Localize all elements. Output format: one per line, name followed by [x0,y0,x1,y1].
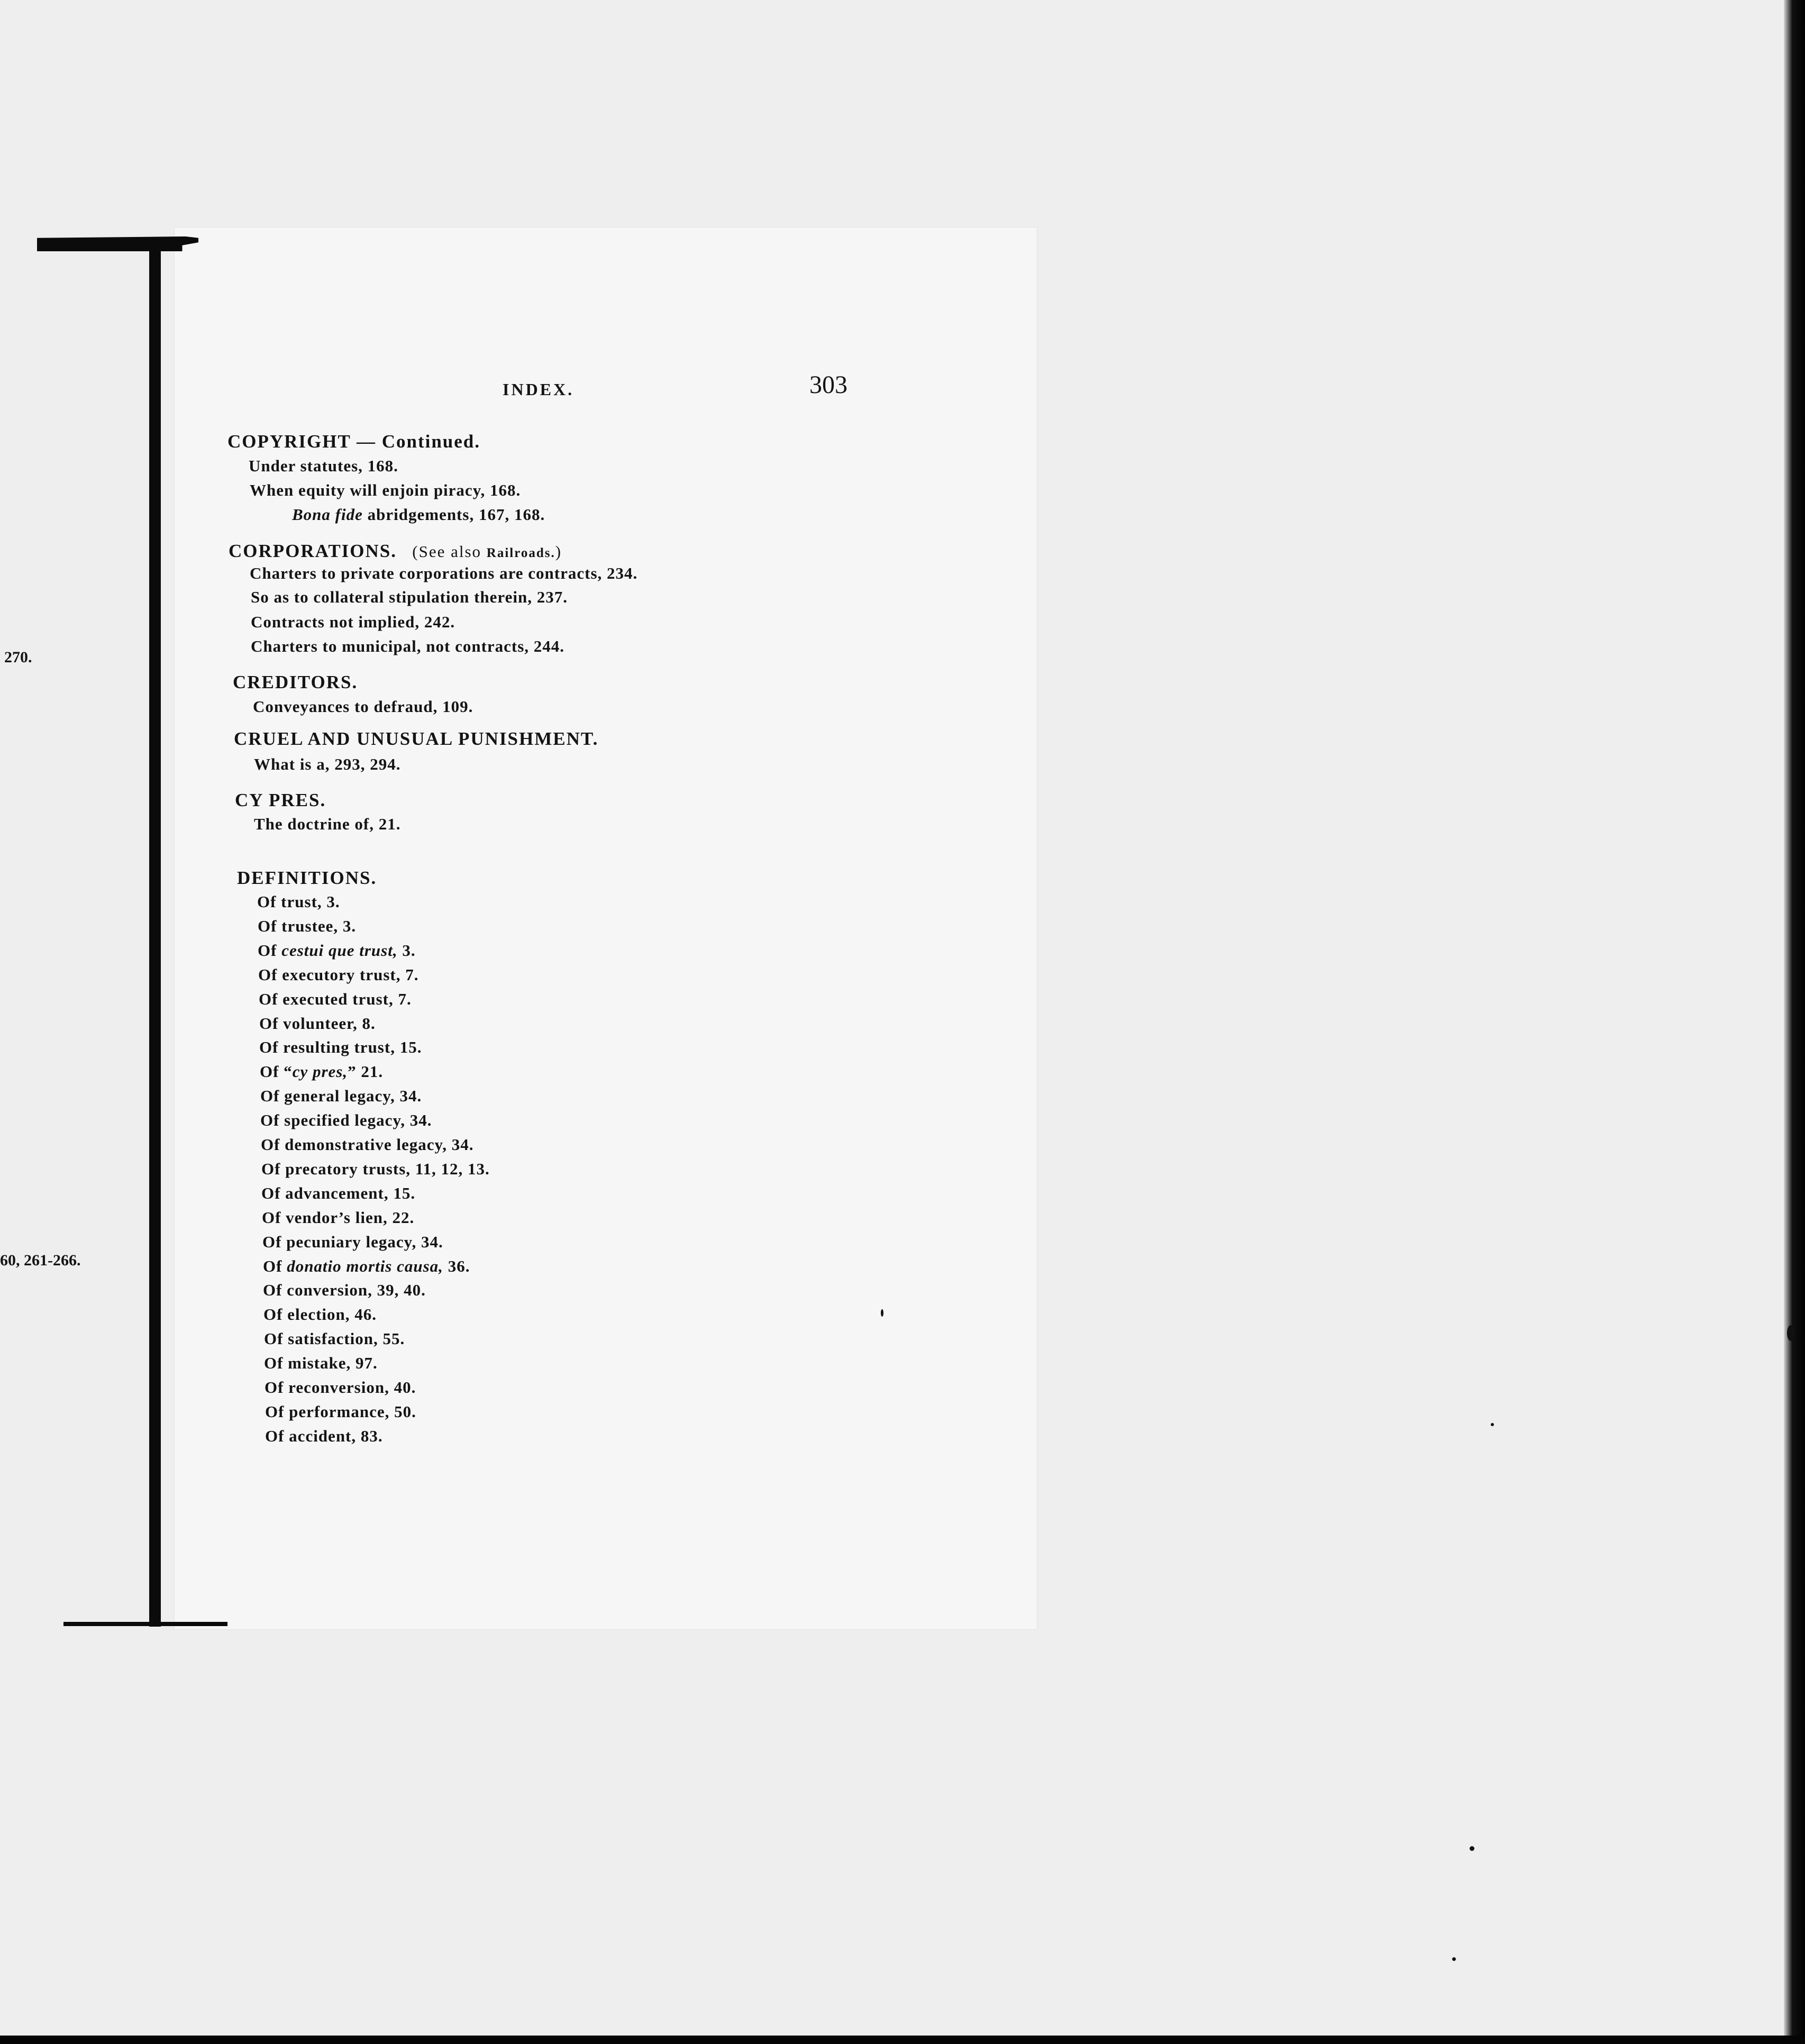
definition-item: Of volunteer, 8. [259,1014,376,1033]
left-page-fragment: 60, 261-266. [0,1252,81,1269]
definition-item: Of resulting trust, 15. [259,1038,422,1056]
entry-heading [229,541,562,562]
entry-heading: DEFINITIONS. [237,868,377,888]
definition-item: Of vendor’s lien, 22. [262,1208,415,1227]
entry-line: Charters to private corporations are contracts, 234. [250,564,638,582]
definition-text: Of [258,941,282,960]
entry-heading: CREDITORS. [233,672,358,692]
definition-item: Of election, 46. [263,1305,377,1324]
see-also-ref: Railroads. [486,546,555,560]
entry-text: abridgements, 167, 168. [362,505,545,524]
entry-line: When equity will enjoin piracy, 168. [250,481,521,499]
definition-item: Of executory trust, 7. [258,965,419,984]
definition-text: ” 21. [348,1062,384,1081]
entry-line: The doctrine of, 21. [254,815,401,833]
definition-text: 36. [443,1257,470,1275]
entry-line: Conveyances to defraud, 109. [253,697,473,716]
definition-item [258,941,416,960]
definition-item: Of mistake, 97. [264,1354,378,1372]
definition-item: Of demonstrative legacy, 34. [261,1135,474,1154]
definition-item: Of specified legacy, 34. [260,1111,432,1129]
definition-item [260,1062,383,1081]
see-also-open: (See also [412,542,487,561]
entry-line: So as to collateral stipulation therein, 237. [251,588,568,606]
entry-line: Under statutes, 168. [249,457,398,475]
definition-text: Of “ [260,1062,293,1081]
entry-line: What is a, 293, 294. [254,755,401,773]
definition-text: Of [263,1257,287,1275]
definition-item [263,1257,470,1276]
scan-speck [1470,1846,1474,1851]
definition-italic: donatio mortis causa, [287,1257,443,1275]
entry-heading-text: CORPORATIONS. [229,541,397,561]
definition-item: Of performance, 50. [265,1402,416,1421]
definition-item: Of general legacy, 34. [260,1087,422,1105]
entry-heading: CRUEL AND UNUSUAL PUNISHMENT. [234,728,599,749]
definition-italic: cestui que trust, [281,941,398,960]
definition-item: Of advancement, 15. [261,1184,416,1202]
entry-line: Charters to municipal, not contracts, 244. [251,637,565,655]
definition-item: Of trustee, 3. [258,917,357,935]
definition-item: Of satisfaction, 55. [264,1329,405,1348]
running-title: INDEX. [503,380,575,399]
definition-item: Of reconversion, 40. [265,1378,416,1397]
scan-speck [1452,1957,1456,1961]
scan-speck [881,1309,883,1317]
see-also-close: ) [555,542,562,561]
definition-item: Of conversion, 39, 40. [263,1281,426,1299]
definition-item: Of executed trust, 7. [259,990,412,1008]
definition-item: Of trust, 3. [257,892,340,911]
scan-speck [1491,1423,1494,1426]
definition-item: Of accident, 83. [265,1427,383,1445]
definition-italic: cy pres, [292,1062,348,1081]
entry-line: Contracts not implied, 242. [251,613,455,631]
definition-item: Of pecuniary legacy, 34. [262,1233,443,1251]
left-page-fragment: 270. [4,649,32,666]
page-number: 303 [809,371,847,399]
definition-text: 3. [397,941,416,960]
scan-speck [1787,1325,1794,1341]
entry-heading: CY PRES. [235,790,326,810]
entry-subline [292,505,545,524]
definition-item: Of precatory trusts, 11, 12, 13. [261,1160,490,1178]
entry-italic: Bona fide [292,505,363,524]
entry-heading: COPYRIGHT — Continued. [227,431,481,452]
